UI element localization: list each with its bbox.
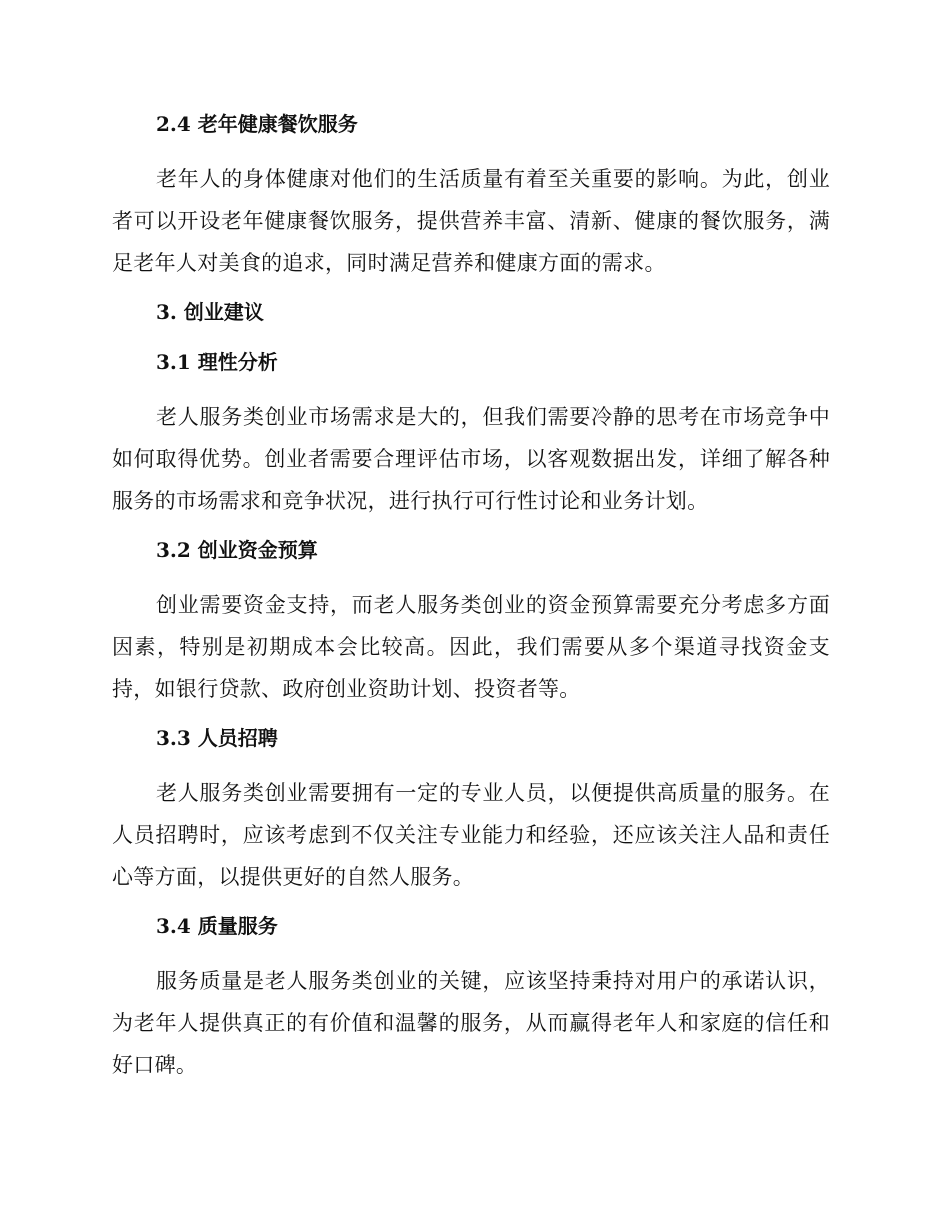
section-heading-3-2: 3.2 创业资金预算 [156, 538, 318, 562]
section-paragraph-3-3: 老人服务类创业需要拥有一定的专业人员，以便提供高质量的服务。在人员招聘时，应该考虑到不仅关注专业能力和经验，还应该关注人品和责任心等方面，以提供更好的自然人服务。 [112, 781, 830, 889]
section-heading-3-1: 3.1 理性分析 [156, 350, 278, 374]
section-heading-2-4: 2.4 老年健康餐饮服务 [156, 112, 358, 136]
section-paragraph-3-4: 服务质量是老人服务类创业的关键，应该坚持秉持对用户的承诺认识，为老年人提供真正的有价值和温馨的服务，从而赢得老年人和家庭的信任和好口碑。 [112, 969, 830, 1077]
section-heading-3-4: 3.4 质量服务 [156, 914, 278, 938]
section-heading-3-3: 3.3 人员招聘 [156, 726, 278, 750]
section-paragraph-3-1: 老人服务类创业市场需求是大的，但我们需要冷静的思考在市场竞争中如何取得优势。创业者需要合理评估市场，以客观数据出发，详细了解各种服务的市场需求和竞争状况，进行执行可行性讨论和业务计划。 [112, 405, 830, 513]
section-paragraph-2-4: 老年人的身体健康对他们的生活质量有着至关重要的影响。为此，创业者可以开设老年健康餐饮服务，提供营养丰富、清新、健康的餐饮服务，满足老年人对美食的追求，同时满足营养和健康方面的需求。 [112, 167, 830, 275]
document-body [112, 108, 830, 1098]
section-paragraph-3-2: 创业需要资金支持，而老人服务类创业的资金预算需要充分考虑多方面因素，特别是初期成本会比较高。因此，我们需要从多个渠道寻找资金支持，如银行贷款、政府创业资助计划、投资者等。 [112, 593, 830, 701]
section-heading-3: 3. 创业建议 [156, 300, 264, 324]
